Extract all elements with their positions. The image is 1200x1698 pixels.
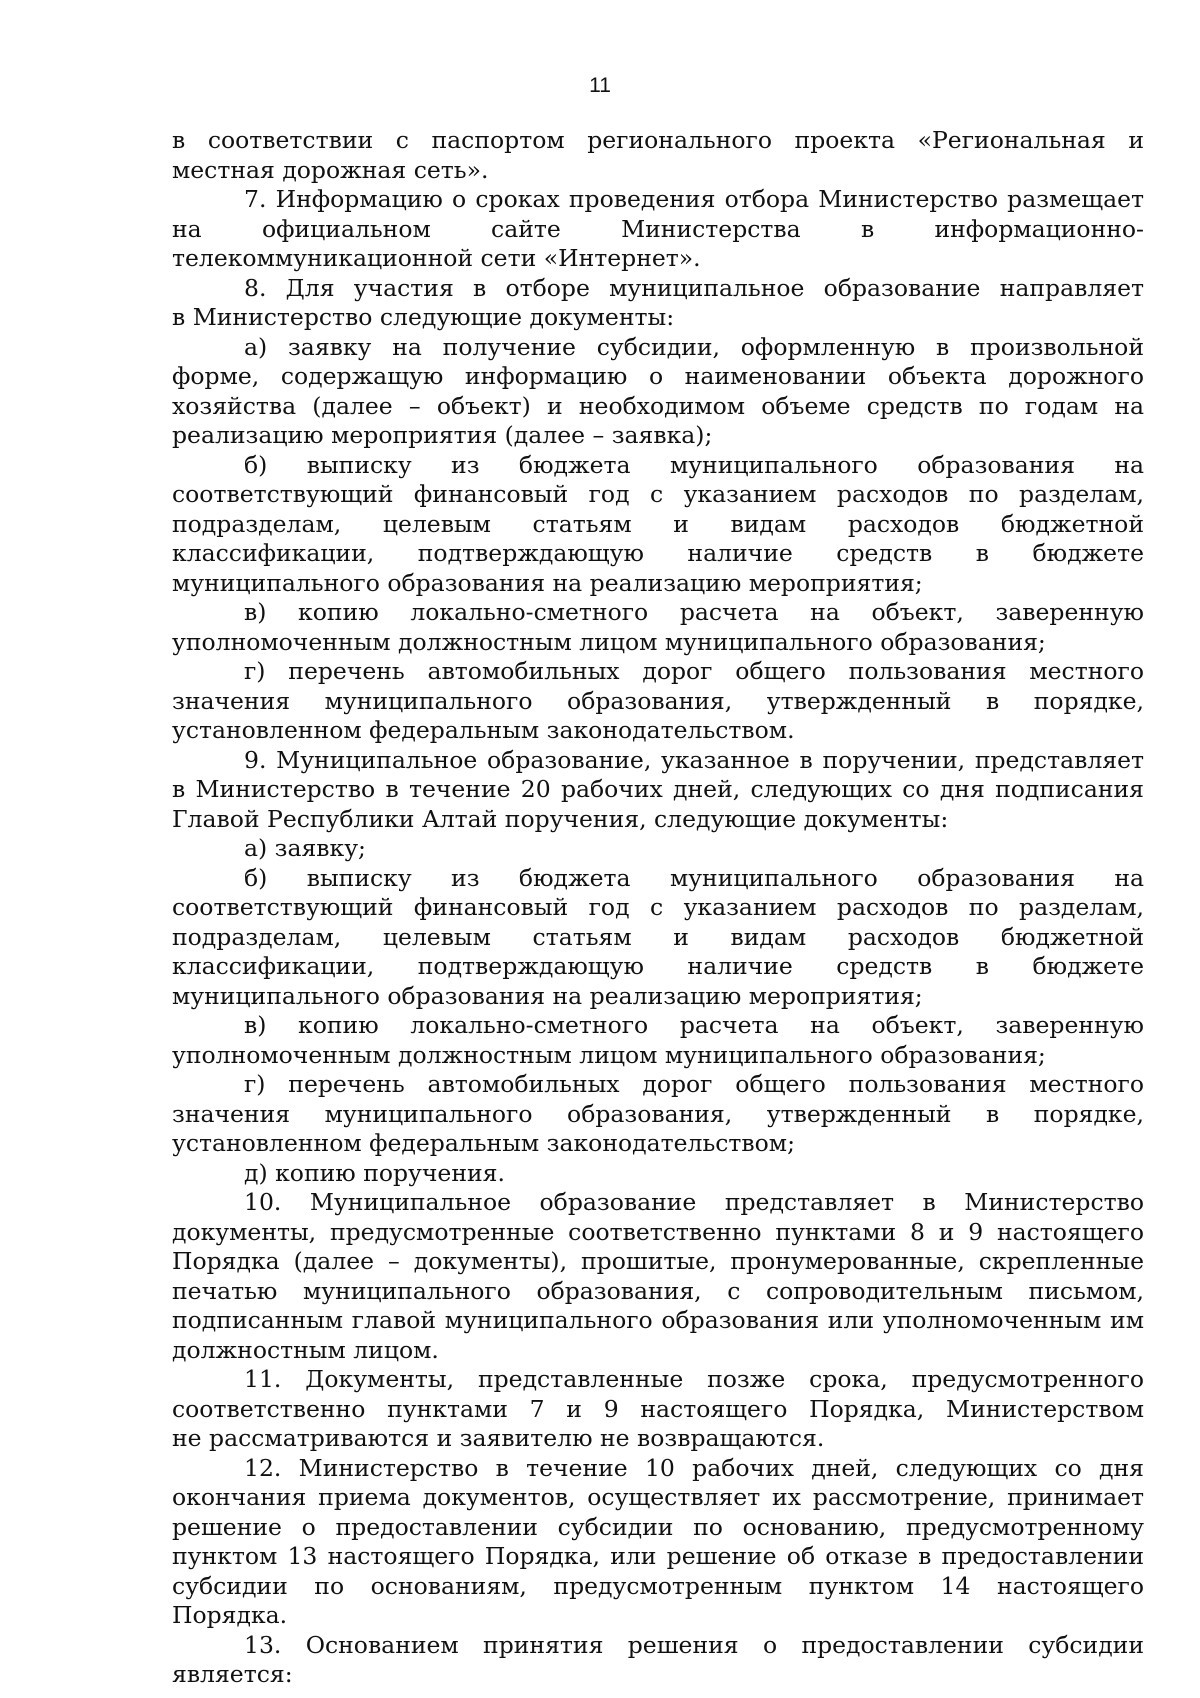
paragraph-p15: 12. Министерство в течение 10 рабочих дней, следующих со дня окончания приема документов, осуществляет их рассмотрение, принимает решение о предоставлении субсидии по основанию, предусмотренному пунктом 13 настоящего Порядка, или решение об отказе в предоставлении субсидии по основаниям, предусмотренным пунктом 14 настоящего Порядка. xyxy=(172,1453,1144,1629)
paragraph-p5: в) копию локально-сметного расчета на объект, заверенную уполномоченным должностным лицом муниципального образования; xyxy=(172,598,1144,656)
paragraph-p8: а) заявку; xyxy=(244,834,366,862)
paragraph-p12: д) копию поручения. xyxy=(244,1158,505,1187)
paragraph-p7: 9. Муниципальное образование, указанное в поручении, представляет в Министерство в течение 20 рабочих дней, следующих со дня подписания Главой Республики Алтай поручения, следующие документы: xyxy=(172,745,1144,833)
document-body xyxy=(172,126,1144,1690)
paragraph-p11: г) перечень автомобильных дорог общего пользования местного значения муниципального образования, утвержденный в порядке, установленном федеральным законодательством; xyxy=(172,1070,1144,1157)
page-number: 11 xyxy=(589,74,611,97)
paragraph-p9: б) выписку из бюджета муниципального образования на соответствующий финансовый год с указанием расходов по разделам, подразделам, целевым статьям и видам расходов бюджетной классификации, подтверждающую наличие средств в бюджете муниципального образования на реализацию мероприятия; xyxy=(172,863,1144,1010)
paragraph-p16: 13. Основанием принятия решения о предоставлении субсидии является: xyxy=(172,1630,1144,1688)
paragraph-p14c: не рассматриваются и заявителю не возвращаются. xyxy=(172,1424,825,1452)
paragraph-p14b: соответственно пунктами 7 и 9 настоящего Порядка, Министерством xyxy=(172,1394,1144,1423)
paragraph-p1: 7. Информацию о сроках проведения отбора Министерство размещает на официальном сайте Министерства в информационно-телекоммуникационной сети «Интернет». xyxy=(172,185,1144,272)
paragraph-p2b: в Министерство следующие документы: xyxy=(172,303,675,331)
paragraph-p0: в соответствии с паспортом регионального проекта «Региональная и местная дорожная сеть». xyxy=(172,126,1144,184)
paragraph-p4: б) выписку из бюджета муниципального образования на соответствующий финансовый год с указанием расходов по разделам, подразделам, целевым статьям и видам расходов бюджетной классификации, подтверждающую наличие средств в бюджете муниципального образования на реализацию мероприятия; xyxy=(172,450,1144,597)
paragraph-p6: г) перечень автомобильных дорог общего пользования местного значения муниципального образования, утвержденный в порядке, установленном федеральным законодательством. xyxy=(172,657,1144,744)
paragraph-p10: в) копию локально-сметного расчета на объект, заверенную уполномоченным должностным лицом муниципального образования; xyxy=(172,1011,1144,1069)
paragraph-p3: а) заявку на получение субсидии, оформленную в произвольной форме, содержащую информацию о наименовании объекта дорожного хозяйства (далее – объект) и необходимом объеме средств по годам на реализацию мероприятия (далее – заявка); xyxy=(172,332,1144,449)
paragraph-p2a: 8. Для участия в отборе муниципальное образование направляет xyxy=(244,273,1144,302)
paragraph-p13: 10. Муниципальное образование представляет в Министерство документы, предусмотренные соответственно пунктами 8 и 9 настоящего Порядка (далее – документы), прошитые, пронумерованные, скрепленные печатью муниципального образования, с сопроводительным письмом, подписанным главой муниципального образования или уполномоченным им должностным лицом. xyxy=(172,1188,1144,1364)
paragraph-p14a: 11. Документы, представленные позже срока, предусмотренного xyxy=(244,1365,1144,1393)
